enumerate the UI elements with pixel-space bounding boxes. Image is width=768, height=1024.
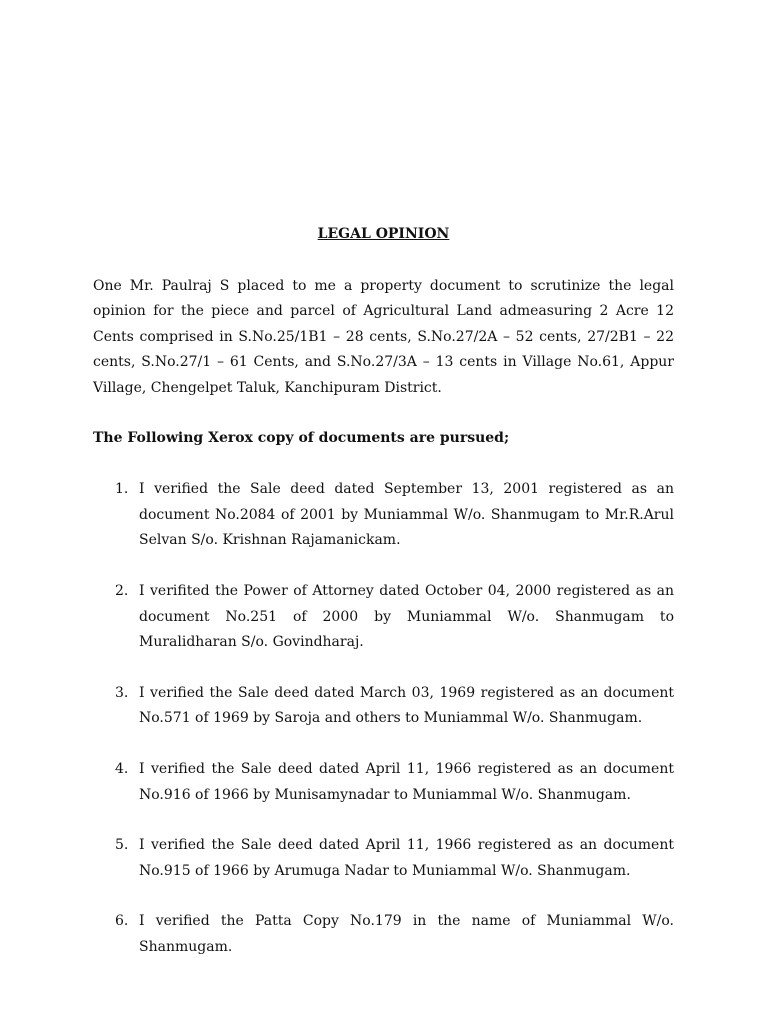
document-body <box>93 222 674 985</box>
list-item <box>93 833 674 884</box>
list-item-text: I verified the Sale deed dated March 03, 1969 registered as an document No.571 of 1969 by Saroja and others to Muniammal W/o. Shanmugam. <box>139 684 674 727</box>
list-item-number: 1. <box>115 481 129 498</box>
list-item-number: 2. <box>115 582 129 599</box>
list-item <box>93 477 674 554</box>
documents-subheading: The Following Xerox copy of documents are pursued; <box>93 429 510 446</box>
list-item-text: I verified the Sale deed dated April 11, 1966 registered as an document No.915 of 1966 by Arumuga Nadar to Muniammal W/o. Shanmugam. <box>139 837 674 879</box>
list-item-number: 4. <box>115 760 129 777</box>
list-item <box>93 681 674 732</box>
list-item <box>93 757 674 808</box>
list-item <box>93 909 674 960</box>
list-item-text: I verifited the Power of Attorney dated October 04, 2000 registered as an document No.251 of 2000 by Muniammal W/o. Shanmugam to Muralidharan S/o. Govindharaj. <box>139 582 674 651</box>
list-item-text: I verified the Sale deed dated April 11, 1966 registered as an document No.916 of 1966 by Munisamynadar to Muniammal W/o. Shanmugam. <box>139 760 674 803</box>
list-item <box>93 579 674 656</box>
list-item-text: I verified the Sale deed dated September 13, 2001 registered as an document No.2084 of 2001 by Muniammal W/o. Shanmugam to Mr.R.Arul Selvan S/o. Krishnan Rajamanickam. <box>139 481 674 549</box>
list-item-number: 6. <box>115 913 129 930</box>
list-item-number: 5. <box>115 837 129 854</box>
document-title: LEGAL OPINION <box>317 226 450 242</box>
intro-paragraph: One Mr. Paulraj S placed to me a property document to scrutinize the legal opinion for the piece and parcel of Agricultural Land admeasuring 2 Acre 12 Cents comprised in S.No.25/1B1 – 28 cents, S.No.27/2A – 52 cents, 27/2B1 – 22 cents, S.No.27/1 – 61 Cents, and S.No.27/3A – 13 cents in Village No.61, Appur Village, Chengelpet Taluk, Kanchipuram District. <box>93 277 674 396</box>
documents-list <box>93 477 674 960</box>
list-item-number: 3. <box>115 684 129 701</box>
list-item-text: I verified the Patta Copy No.179 in the name of Muniammal W/o. Shanmugam. <box>139 913 674 955</box>
